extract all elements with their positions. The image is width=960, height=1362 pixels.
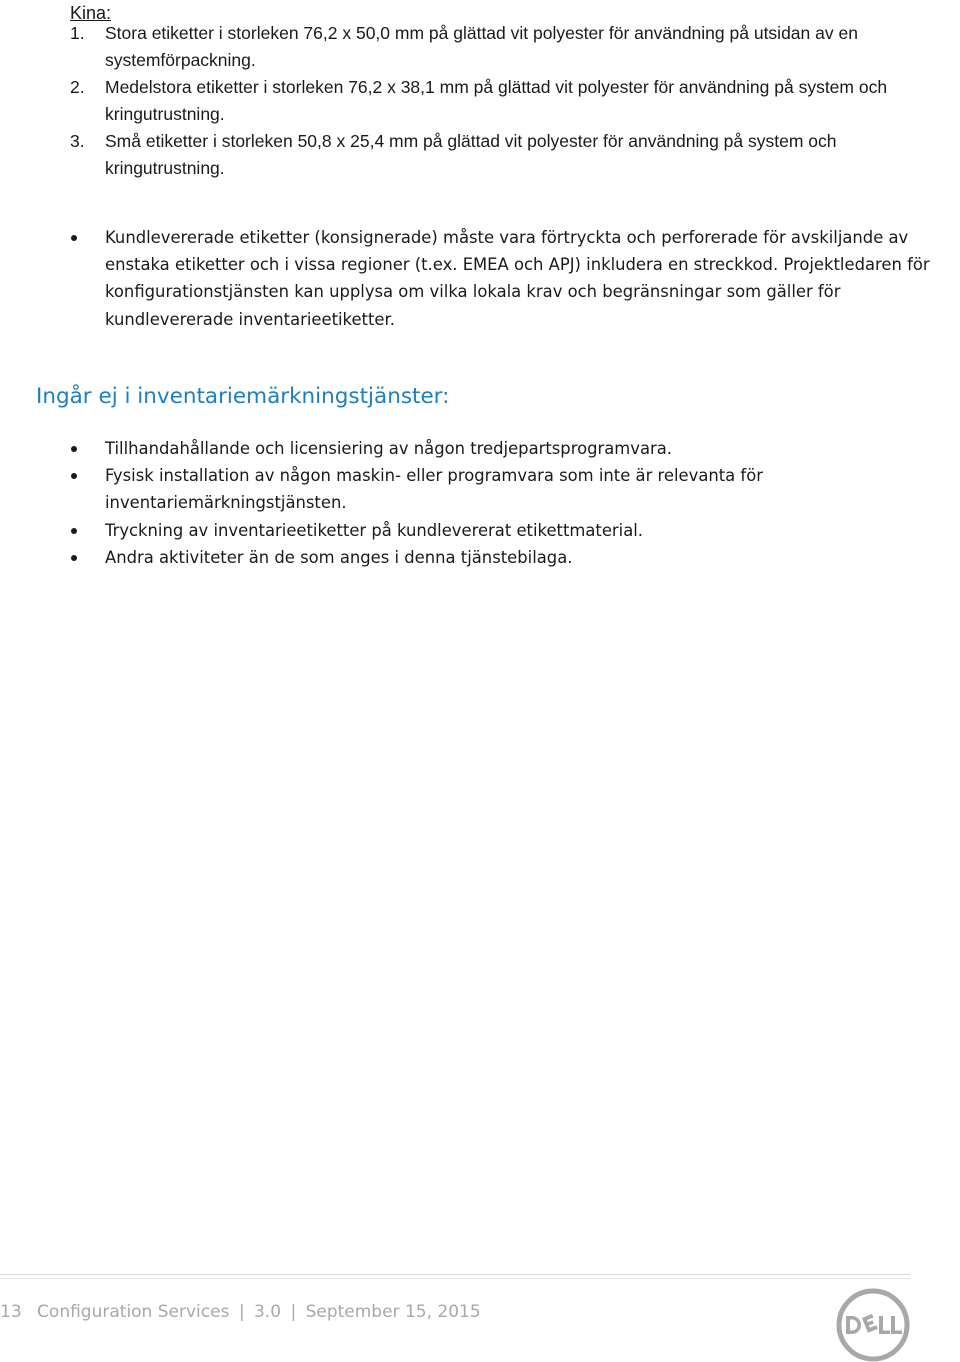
bullet-icon <box>71 446 77 452</box>
page-footer <box>0 1296 481 1328</box>
list-number: 2. <box>70 77 85 97</box>
list-number: 3. <box>70 131 85 151</box>
list-item <box>70 20 955 74</box>
bullet-text: Fysisk installation av någon maskin- eller programvara som inte är relevanta för inventariemärkningstjänsten. <box>105 466 763 513</box>
footer-divider <box>0 1274 910 1275</box>
customer-labels-bullet-list <box>70 224 955 333</box>
list-item-text: Stora etiketter i storleken 76,2 x 50,0 mm på glättad vit polyester för användning på utsidan av en systemförpackning. <box>105 23 858 70</box>
list-item-text: Medelstora etiketter i storleken 76,2 x 38,1 mm på glättad vit polyester för användning på system och kringutrustning. <box>105 77 888 124</box>
bullet-text: Tryckning av inventarieetiketter på kundlevererat etikettmaterial. <box>105 520 644 540</box>
dell-logo-icon <box>836 1288 910 1362</box>
footer-date: September 15, 2015 <box>305 1302 481 1322</box>
footer-document-title: Configuration Services <box>37 1302 230 1322</box>
list-item-text: Små etiketter i storleken 50,8 x 25,4 mm på glättad vit polyester för användning på system och kringutrustning. <box>105 131 837 178</box>
label-size-list <box>70 20 955 182</box>
bullet-icon <box>71 473 77 479</box>
bullet-icon <box>71 235 77 241</box>
bullet-text: Kundlevererade etiketter (konsignerade) måste vara förtryckta och perforerade för avskiljande av enstaka etiketter och i vissa regioner (t.ex. EMEA och APJ) inkludera en streckkod. Projektledaren för konfigurationstjänsten kan upplysa om vilka lokala krav och begränsningar som gäller för kundlevererade inventarieetiketter. <box>105 228 930 329</box>
bullet-text: Andra aktiviteter än de som anges i denna tjänstebilaga. <box>105 547 573 567</box>
bullet-icon <box>71 555 77 561</box>
bullet-item <box>70 435 955 462</box>
list-number: 1. <box>70 23 85 43</box>
footer-version: 3.0 <box>253 1302 282 1322</box>
section-heading: Ingår ej i inventariemärkningstjänster: <box>36 384 450 409</box>
bullet-item <box>70 462 955 516</box>
footer-separator: | <box>290 1302 297 1322</box>
excluded-services-list <box>70 435 955 571</box>
page-number: 13 <box>0 1302 22 1322</box>
footer-separator: | <box>238 1302 245 1322</box>
bullet-text: Tillhandahållande och licensiering av någon tredjepartsprogramvara. <box>105 439 673 458</box>
section-label-kina: Kina: <box>70 3 112 23</box>
list-item <box>70 128 955 182</box>
list-item <box>70 74 955 128</box>
footer-divider-secondary <box>0 1278 910 1279</box>
bullet-item <box>70 224 955 333</box>
bullet-icon <box>71 528 77 534</box>
bullet-item <box>70 517 955 544</box>
bullet-item <box>70 544 955 571</box>
